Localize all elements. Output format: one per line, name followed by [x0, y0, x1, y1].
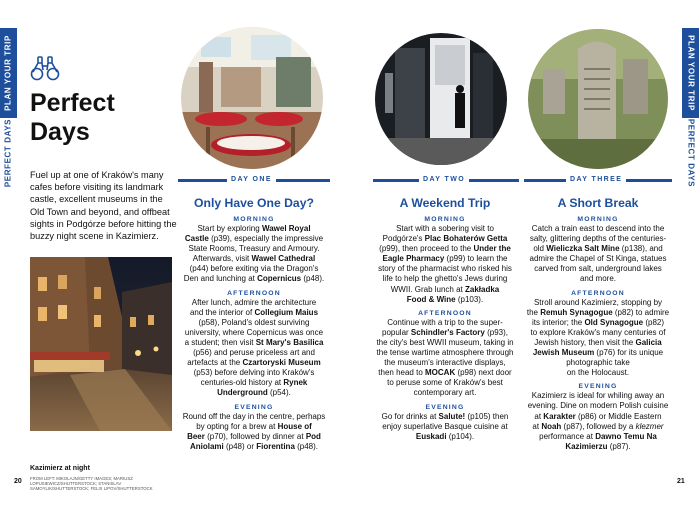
itinerary-line	[370, 254, 520, 264]
place-name: Dawno Temu Na	[595, 431, 657, 441]
time-of-day-label: MORNING	[233, 216, 275, 223]
itinerary-text: (p104).	[446, 431, 475, 441]
itinerary-line	[176, 308, 332, 318]
day-three-label: DAY THREE	[566, 175, 626, 185]
itinerary-line	[176, 298, 332, 308]
place-name: Underground	[217, 388, 268, 398]
itinerary-line	[521, 224, 675, 234]
place-name: Karakter	[543, 411, 576, 421]
place-name: Wawel Cathedral	[251, 254, 316, 264]
time-of-day-label: EVENING	[578, 383, 618, 391]
itinerary-text: Jewish history, then visit the	[534, 337, 636, 347]
time-of-day-label: MORNING	[424, 216, 466, 223]
itinerary-line	[370, 318, 520, 328]
right-side-tab-label: PLAN YOUR TRIP	[686, 35, 696, 111]
place-name: Czartoryski Museum	[242, 358, 321, 368]
place-name: Rynek	[283, 378, 308, 388]
itinerary-line	[370, 244, 520, 254]
place-name: Noah	[541, 421, 562, 431]
day-heading: A Weekend Trip	[399, 196, 491, 210]
time-of-day-label: AFTERNOON	[227, 289, 281, 297]
itinerary-line	[176, 264, 332, 274]
itinerary-line	[176, 358, 332, 368]
itinerary-paragraph	[370, 412, 520, 442]
itinerary-line	[521, 328, 675, 338]
itinerary-line	[521, 298, 675, 308]
itinerary-text: Den and lunching at	[183, 274, 258, 284]
itinerary-text: at	[534, 411, 544, 421]
itinerary-text: its interior; the	[531, 317, 585, 327]
itinerary-text: (p87).	[607, 441, 631, 451]
place-name: St Mary's Basilica	[255, 337, 324, 347]
itinerary-line	[521, 308, 675, 318]
left-side-secondary-label: PERFECT DAYS	[3, 118, 13, 188]
itinerary-line	[370, 422, 520, 432]
itinerary-line	[521, 422, 675, 432]
itinerary-text: centuries-old history at	[200, 378, 284, 388]
place-name: Collegium Maius	[254, 307, 319, 317]
itinerary-text: (p98) next door	[455, 368, 512, 378]
page-number-right: 21	[677, 478, 685, 485]
page-title	[30, 89, 115, 147]
itinerary-text: contemporary art.	[413, 388, 477, 398]
itinerary-line	[176, 442, 332, 452]
itinerary-text: Round off the day in the centre, perhaps	[182, 411, 326, 421]
itinerary-text: (p48).	[301, 274, 325, 284]
itinerary-text: (p56) and peruse priceless art and	[193, 348, 315, 358]
itinerary-text: to explore Kraków's many centuries of	[530, 327, 666, 337]
page-title-line: Days	[30, 118, 90, 146]
day-two-label: DAY TWO	[419, 175, 469, 185]
place-name: Euskadi	[415, 431, 447, 441]
itinerary-text: and more.	[579, 274, 617, 284]
day-heading: A Short Break	[557, 196, 639, 210]
itinerary-line	[370, 388, 520, 398]
itinerary-text: story of the pharmacist who risked his	[378, 264, 512, 274]
place-name: Pod	[305, 431, 321, 441]
itinerary-line	[370, 274, 520, 284]
itinerary-line	[176, 368, 332, 378]
left-side-tab	[0, 28, 17, 118]
itinerary-line	[370, 378, 520, 388]
itinerary-text: Start with a sobering visit to	[396, 224, 494, 233]
restaurant-photo-circle	[181, 27, 323, 169]
place-name: Plac Bohaterów Getta	[424, 234, 508, 244]
itinerary-line	[521, 348, 675, 358]
place-name: Under the	[473, 244, 511, 254]
itinerary-text: (p48).	[294, 441, 319, 451]
itinerary-paragraph	[521, 298, 675, 379]
itinerary-paragraph	[521, 224, 675, 285]
itinerary-text: the city's best WWII museum, taking in	[376, 337, 514, 347]
day-heading: Only Have One Day?	[194, 196, 314, 210]
place-name: Food & Wine	[406, 294, 456, 304]
place-name: Kazimierzu	[565, 441, 608, 451]
itinerary-text: Stroll around Kazimierz, stopping by	[533, 297, 663, 307]
itinerary-text: (p39), especially the impressive	[208, 234, 324, 244]
page-title-line: Perfect	[30, 89, 115, 117]
itinerary-text: and the interior of	[189, 307, 255, 317]
place-name: Wawel Royal	[261, 224, 311, 233]
itinerary-line	[370, 295, 520, 305]
left-side-tab-label: PLAN YOUR TRIP	[3, 35, 13, 111]
itinerary-text: State Rooms, Treasury and Armoury.	[188, 244, 320, 254]
itinerary-text: evening. Dine on modern Polish cuisine	[527, 401, 669, 411]
itinerary-paragraph	[176, 412, 332, 452]
itinerary-text: photographic take	[566, 358, 630, 368]
itinerary-line	[176, 388, 332, 398]
itinerary-line	[521, 244, 675, 254]
itinerary-text: WWII. Grab lunch at	[390, 284, 465, 294]
photo-credits: FROM LEFT: MIKOLAJN/GETTY IMAGES; MARIUSZ LOPUSIEWICZ/SHUTTERSTOCK; STANISLAV SAMOYLIK/SHUTTERSTOCK; FELIX LIPOV/SHUTTERSTOCK	[30, 476, 153, 492]
itinerary-line	[521, 412, 675, 422]
itinerary-text: (p82) to admire	[612, 307, 670, 317]
place-name: Fiorentina	[256, 441, 295, 451]
itinerary-line	[176, 254, 332, 264]
place-name: MOCAK	[425, 368, 456, 378]
itinerary-line	[176, 234, 332, 244]
itinerary-text: (p105) then	[465, 411, 509, 421]
itinerary-line	[370, 412, 520, 422]
itinerary-line	[521, 432, 675, 442]
itinerary-line	[370, 264, 520, 274]
itinerary-text: by opting for a brew at	[196, 421, 278, 431]
itinerary-line	[176, 274, 332, 284]
itinerary-line	[521, 254, 675, 264]
itinerary-text: (p93),	[484, 327, 508, 337]
itinerary-text: (p103).	[455, 294, 484, 304]
itinerary-text: (p48) or	[223, 441, 257, 451]
itinerary-line	[370, 224, 520, 234]
place-name: Aniolami	[189, 441, 224, 451]
itinerary-text: (p76) for its unique	[594, 348, 664, 358]
itinerary-line	[370, 368, 520, 378]
itinerary-line	[176, 224, 332, 234]
itinerary-text: (p44) before exiting via the Dragon's	[189, 264, 319, 274]
place-name: Galicia	[635, 337, 662, 347]
page-number-left: 20	[14, 478, 22, 485]
itinerary-line	[176, 244, 332, 254]
itinerary-line	[370, 285, 520, 295]
itinerary-line	[521, 401, 675, 411]
itinerary-text: klezmer	[635, 421, 664, 431]
itinerary-text: performance at	[539, 431, 596, 441]
place-name: Castle	[184, 234, 209, 244]
place-name: Eagle Pharmacy	[382, 254, 445, 264]
day-two-column	[370, 196, 520, 442]
itinerary-text: Afterwards, visit	[192, 254, 252, 264]
itinerary-text: old	[533, 244, 547, 254]
place-name: Beer	[187, 431, 205, 441]
photo-caption: Kazimierz at night	[30, 465, 90, 472]
itinerary-line	[521, 338, 675, 348]
itinerary-line	[370, 348, 520, 358]
right-side-secondary-label: PERFECT DAYS	[686, 118, 696, 188]
itinerary-line	[521, 391, 675, 401]
kazimierz-night-photo	[30, 257, 172, 431]
itinerary-text: life to help the ghetto's Jews during	[382, 274, 508, 284]
itinerary-text: (p99), then proceed to the	[379, 244, 474, 254]
itinerary-text: on the Holocaust.	[566, 368, 630, 378]
place-name: Jewish Museum	[532, 348, 595, 358]
itinerary-text: Go for drinks at	[381, 411, 439, 421]
itinerary-line	[521, 442, 675, 452]
itinerary-line	[176, 422, 332, 432]
time-of-day-label: AFTERNOON	[418, 309, 472, 317]
itinerary-line	[176, 378, 332, 388]
itinerary-text: Kazimierz is ideal for whiling away an	[531, 391, 665, 401]
itinerary-text: (p58), Poland's oldest surviving	[198, 317, 310, 327]
itinerary-paragraph	[176, 298, 332, 399]
itinerary-text: artefacts at the	[187, 358, 243, 368]
place-name: Salute!	[438, 411, 466, 421]
itinerary-line	[521, 368, 675, 378]
itinerary-text: university, where Copernicus was once	[184, 327, 324, 337]
day-one-label: DAY ONE	[227, 175, 276, 185]
itinerary-paragraph	[521, 391, 675, 452]
place-name: Wieliczka Salt Mine	[546, 244, 620, 254]
itinerary-line	[521, 358, 675, 368]
cemetery-photo-circle	[528, 29, 668, 169]
itinerary-text: (p138), and	[619, 244, 663, 254]
itinerary-text: Catch a train east to descend into the	[531, 224, 665, 233]
itinerary-line	[370, 432, 520, 442]
itinerary-text: (p54).	[267, 388, 291, 398]
place-name: Remuh Synagogue	[540, 307, 613, 317]
binoculars-icon	[29, 55, 61, 81]
itinerary-paragraph	[370, 224, 520, 305]
place-name: Schindler's Factory	[410, 327, 485, 337]
place-name: House of	[277, 421, 312, 431]
itinerary-text: (p70), followed by dinner at	[204, 431, 306, 441]
itinerary-line	[176, 348, 332, 358]
place-name: Copernicus	[257, 274, 302, 284]
itinerary-line	[370, 234, 520, 244]
time-of-day-label: AFTERNOON	[571, 289, 625, 297]
intro-paragraph: Fuel up at one of Kraków's many cafes before visiting its landmark castle, excellent museums in the Old Town and beyond, and offbeat sights in Podgórze before hitting the buzzy night scene in Kazimierz.	[30, 170, 177, 242]
itinerary-text: (p53) before delving into Kraków's	[193, 368, 315, 378]
itinerary-text: enjoy superlative Basque cuisine at	[382, 421, 508, 431]
itinerary-line	[521, 234, 675, 244]
right-side-tab	[682, 28, 699, 118]
itinerary-text: Start by exploring	[197, 224, 262, 233]
itinerary-text: (p86) or Middle Eastern	[575, 411, 662, 421]
place-name: Zakładka	[465, 284, 500, 294]
itinerary-text: a student; then visit	[184, 337, 256, 347]
itinerary-paragraph	[370, 318, 520, 399]
itinerary-text: After lunch, admire the architecture	[191, 297, 317, 307]
time-of-day-label: MORNING	[577, 216, 619, 223]
itinerary-line	[176, 412, 332, 422]
itinerary-line	[370, 358, 520, 368]
itinerary-text: popular	[382, 327, 411, 337]
itinerary-line	[176, 318, 332, 328]
itinerary-line	[176, 338, 332, 348]
itinerary-text: Podgórze's	[382, 234, 425, 244]
itinerary-text: Continue with a trip to the super-	[387, 317, 503, 327]
itinerary-line	[176, 328, 332, 338]
day-one-column	[176, 196, 332, 452]
time-of-day-label: EVENING	[425, 403, 465, 411]
itinerary-text: salty, glittering depths of the centuries-	[529, 234, 667, 244]
itinerary-text: to peruse some of Kraków's best	[387, 378, 503, 388]
itinerary-text: (p87), followed by a	[561, 421, 636, 431]
itinerary-text: carved from salt, underground lakes	[534, 264, 662, 274]
itinerary-line	[176, 432, 332, 442]
itinerary-text: admire the Chapel of St Kinga, statues	[529, 254, 667, 264]
itinerary-text: then head to	[378, 368, 425, 378]
itinerary-line	[370, 328, 520, 338]
itinerary-text: the museum's interactive displays,	[384, 358, 506, 368]
itinerary-text: the tense wartime atmosphere through	[376, 348, 514, 358]
itinerary-paragraph	[176, 224, 332, 285]
itinerary-line	[521, 264, 675, 274]
itinerary-line	[370, 338, 520, 348]
itinerary-text: at	[532, 421, 542, 431]
museum-photo-circle	[375, 33, 507, 165]
day-three-column	[521, 196, 675, 452]
itinerary-line	[521, 274, 675, 284]
itinerary-text: (p99) to learn the	[444, 254, 508, 264]
itinerary-line	[521, 318, 675, 328]
itinerary-text: the	[526, 307, 541, 317]
place-name: Old Synagogue	[584, 317, 644, 327]
time-of-day-label: EVENING	[234, 403, 274, 411]
itinerary-text: (p82)	[643, 317, 665, 327]
